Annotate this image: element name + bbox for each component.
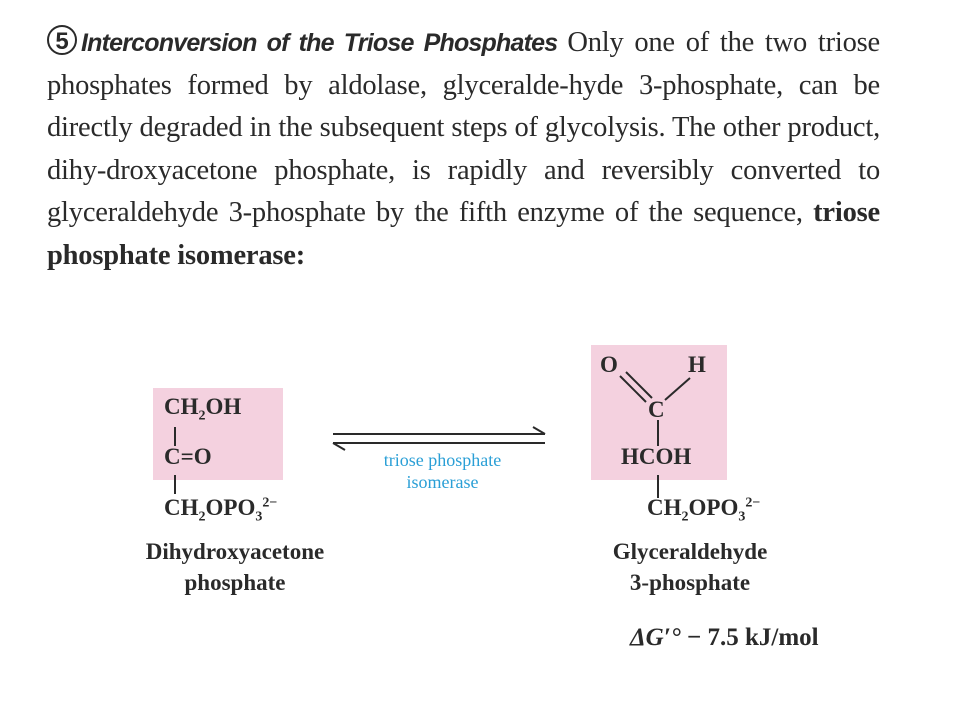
- g3p-carbon: C: [648, 397, 665, 422]
- delta-g-label: ΔG′° − 7.5 kJ/mol: [630, 624, 819, 651]
- enzyme-name-bold: triose phosphate isomerase:: [47, 197, 880, 271]
- g3p-line3: $CH_2OPO_3^{2-}$: [647, 495, 761, 525]
- section-heading: Interconversion of the Triose Phosphates: [81, 29, 558, 57]
- forward-arrow-head: [533, 427, 545, 434]
- g3p-hydrogen: H: [688, 352, 706, 377]
- dhap-line1: $CH_2OH$: [164, 394, 242, 424]
- paragraph-body: Only one of the two triose phosphates formed by aldolase, glyceralde-hyde 3-phosphate, can be directly degraded in the subsequent steps of glycolysis. The other product, dihy-droxyacetone phosphate, is rapidly and reversibly converted to glyceraldehyde 3-phosphate by the fifth enzyme of the sequence,: [47, 27, 881, 228]
- dhap-name: Dihydroxyacetone phosphate: [145, 539, 325, 595]
- dhap-line2: C=O: [164, 444, 212, 469]
- g3p-h-bond: [665, 378, 690, 400]
- enzyme-label: triose phosphate isomerase: [383, 450, 502, 492]
- step-number-badge: 5: [47, 25, 77, 55]
- g3p-name: Glyceraldehyde 3-phosphate: [612, 539, 768, 595]
- g3p-line2: HCOH: [621, 444, 692, 469]
- dhap-line3: $CH_2OPO_3^{2-}$: [164, 495, 278, 525]
- g3p-oxygen: O: [600, 352, 618, 377]
